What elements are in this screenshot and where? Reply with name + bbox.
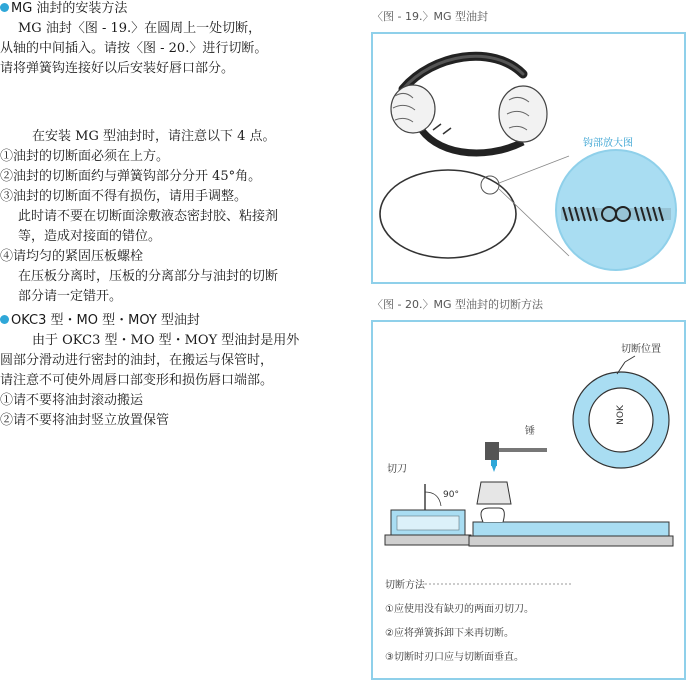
list-item: 在压板分离时，压板的分离部分与油封的切断 (18, 269, 279, 284)
paragraph-intro: 在安装 MG 型油封时，请注意以下 4 点。 (32, 129, 276, 144)
paragraph-line: 由于 OKC3 型・MO 型・MOY 型油封是用外 (32, 333, 300, 348)
figure-20 (371, 320, 686, 680)
heading-mg-install: MG 油封的安装方法 (0, 0, 127, 18)
cut-method-item: ③切断时刃口应与切断面垂直。 (385, 652, 524, 663)
paragraph-line: 从轴的中间插入。请按〈图 - 20.〉进行切断。 (0, 41, 268, 56)
angle-label: 90° (443, 490, 459, 500)
bullet-icon (0, 315, 9, 324)
hammer-illustration (485, 442, 547, 472)
list-item: ①油封的切断面必须在上方。 (0, 149, 170, 164)
list-item: ③油封的切断面不得有损伤，请用手调整。 (0, 189, 248, 204)
list-item: 等，造成对接面的错位。 (18, 229, 162, 244)
spring-hook-detail (561, 207, 671, 221)
cut-position-label: 切断位置 (621, 344, 661, 355)
cut-method-title: 切断方法 (385, 580, 425, 591)
hook-callout-label: 钩部放大图 (583, 138, 633, 149)
paragraph-line: 请注意不可使外周唇口部变形和损伤唇口端部。 (0, 373, 274, 388)
seal-ring-shape (380, 170, 516, 258)
paragraph-line: 圆部分滑动进行密封的油封，在搬运与保管时， (0, 353, 274, 368)
list-item: 部分请一定错开。 (18, 289, 123, 304)
paragraph-line: 请将弹簧钩连接好以后安装好唇口部分。 (0, 61, 235, 76)
knife-label: 切刀 (387, 464, 407, 475)
right-seal-section (469, 508, 673, 546)
list-item: ①请不要将油封滚动搬运 (0, 393, 144, 408)
paragraph-line: MG 油封〈图 - 19.〉在圆周上一处切断， (18, 21, 262, 36)
hands-with-seal-illustration (391, 56, 547, 153)
figure-19-caption: 〈图 - 19.〉MG 型油封 (372, 10, 488, 23)
figure-19 (371, 32, 686, 284)
cut-method-item: ②应将弹簧拆卸下来再切断。 (385, 628, 514, 639)
heading-okc3: OKC3 型・MO 型・MOY 型油封 (0, 312, 200, 330)
list-item: ④请均匀的紧固压板螺栓 (0, 249, 144, 264)
figure-20-caption: 〈图 - 20.〉MG 型油封的切断方法 (372, 298, 543, 311)
left-seal-section (391, 510, 465, 536)
list-item: ②油封的切断面约与弹簧钩部分分开 45°角。 (0, 169, 262, 184)
cut-method-item: ①应使用没有缺刃的两面刃切刀。 (385, 604, 534, 615)
bullet-icon (0, 3, 9, 12)
list-item: 此时请不要在切断面涂敷液态密封胶、粘接剂 (18, 209, 279, 224)
list-item: ②请不要将油封竖立放置保管 (0, 413, 170, 428)
nok-mark-label: NOK (615, 405, 626, 425)
figure-19-illustration (373, 34, 684, 282)
hammer-label: 锤 (525, 426, 535, 437)
